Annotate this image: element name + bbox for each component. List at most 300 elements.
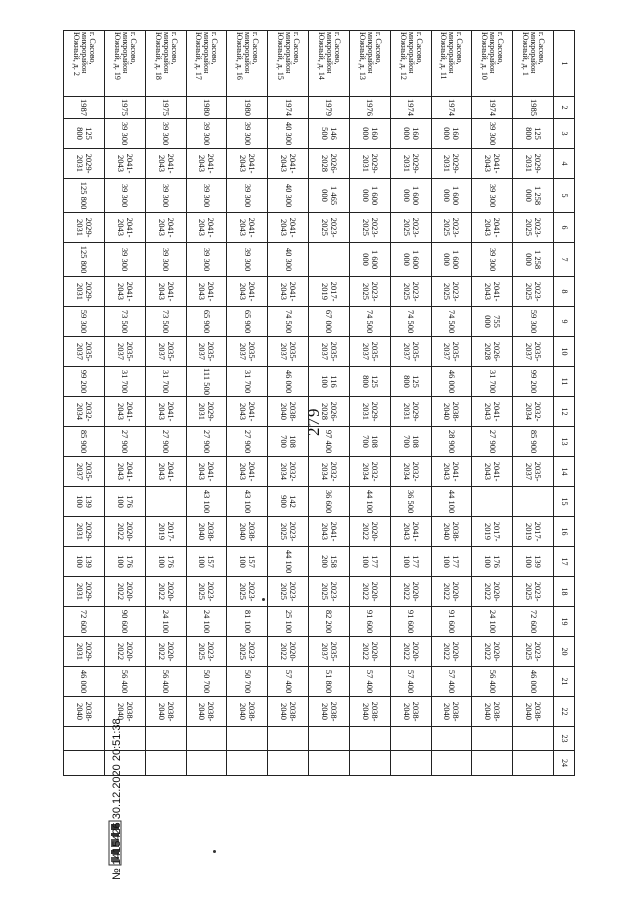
table-row	[309, 31, 350, 776]
table-cell: 74 500	[390, 307, 431, 337]
table-cell: 67 000	[309, 307, 350, 337]
table-cell: 73 500	[104, 307, 145, 337]
table-cell	[268, 727, 309, 751]
table-cell: 39 300	[472, 119, 513, 149]
table-cell: 65 900	[186, 307, 227, 337]
table-cell: 44 100	[431, 487, 472, 517]
table-cell: 2029-2031	[431, 149, 472, 179]
column-header: 16	[554, 517, 575, 547]
table-cell: 2038-2040	[268, 697, 309, 727]
table-cell: 139 100	[64, 547, 105, 577]
table-cell	[309, 727, 350, 751]
table-cell: 2041-2043	[104, 149, 145, 179]
table-cell: 2041-2043	[309, 517, 350, 547]
table-cell: 1 600 000	[349, 179, 390, 213]
column-header: 12	[554, 397, 575, 427]
table-row	[431, 31, 472, 776]
table-cell	[145, 727, 186, 751]
table-cell: 2038-2040	[64, 697, 105, 727]
table-cell: 2041-2043	[268, 277, 309, 307]
table-cell: 177 100	[349, 547, 390, 577]
table-cell: 25 100	[268, 607, 309, 637]
table-cell: 43 100	[186, 487, 227, 517]
table-cell: 125 800	[64, 119, 105, 149]
table-cell: 2032-2034	[64, 397, 105, 427]
table-cell: 2041-2043	[472, 457, 513, 487]
table-body	[64, 31, 554, 776]
table-cell: 2029-2031	[349, 149, 390, 179]
address-cell: г. Сасово, микрорайон Южный, д. 15	[268, 31, 309, 97]
table-row	[186, 31, 227, 776]
table-cell: 2023-2025	[227, 577, 268, 607]
table-cell	[309, 243, 350, 277]
table-cell: 2041-2043	[268, 149, 309, 179]
table-cell: 2038-2040	[104, 697, 145, 727]
column-header: 23	[554, 727, 575, 751]
table-cell: 74 500	[268, 307, 309, 337]
table-cell: 2023-2025	[390, 213, 431, 243]
table-cell: 125 800	[64, 243, 105, 277]
column-header: 20	[554, 637, 575, 667]
table-cell: 2038-2040	[431, 397, 472, 427]
table-cell: 2023-2025	[309, 577, 350, 607]
table-cell: 2023-2025	[349, 213, 390, 243]
table-cell: 39 300	[145, 243, 186, 277]
table-cell: 2023-2025	[513, 213, 554, 243]
table-cell: 85 900	[64, 427, 105, 457]
table-cell: 2029-2031	[64, 149, 105, 179]
table-cell	[513, 487, 554, 517]
table-cell: 1 600 000	[431, 179, 472, 213]
table-cell: 2041-2043	[145, 457, 186, 487]
table-cell: 2023-2025	[268, 517, 309, 547]
table-cell	[472, 751, 513, 776]
table-cell: 2041-2043	[431, 457, 472, 487]
table-row	[227, 31, 268, 776]
table-cell: 2035-2037	[309, 337, 350, 367]
table-cell: 176 100	[145, 547, 186, 577]
column-header: 1	[554, 31, 575, 97]
table-cell: 72 600	[513, 607, 554, 637]
table-cell	[472, 487, 513, 517]
table-cell: 108 700	[390, 427, 431, 457]
table-cell: 2041-2043	[227, 397, 268, 427]
column-header: 11	[554, 367, 575, 397]
table-cell: 755 000	[472, 307, 513, 337]
table-cell: 2041-2043	[472, 277, 513, 307]
table-cell: 1 600 000	[431, 243, 472, 277]
table-cell: 2020-2022	[145, 577, 186, 607]
table-cell: 36 500	[390, 487, 431, 517]
table-cell: 2041-2043	[390, 517, 431, 547]
table-cell: 2041-2043	[104, 213, 145, 243]
table-cell	[227, 751, 268, 776]
table-cell: 2023-2025	[431, 277, 472, 307]
table-cell: 59 300	[513, 307, 554, 337]
table-cell: 176 100	[104, 547, 145, 577]
table-cell: 157 100	[227, 547, 268, 577]
table-cell: 39 300	[472, 179, 513, 213]
table-cell: 46 000	[431, 367, 472, 397]
table-cell: 2020-2022	[145, 637, 186, 667]
table-cell: 56 400	[104, 667, 145, 697]
table-cell	[145, 751, 186, 776]
table-cell: 2020-2022	[390, 577, 431, 607]
table-cell: 27 900	[227, 427, 268, 457]
table-cell: 2020-2022	[104, 517, 145, 547]
table-cell: 2017-2019	[513, 517, 554, 547]
table-cell: 59 300	[64, 307, 105, 337]
table-cell	[472, 727, 513, 751]
table-cell	[349, 727, 390, 751]
table-cell: 2017-2019	[309, 277, 350, 307]
table-cell: 2041-2043	[227, 277, 268, 307]
address-cell: г. Сасово, микрорайон Южный, д. 14	[309, 31, 350, 97]
table-cell: 2032-2034	[268, 457, 309, 487]
table-cell: 46 000	[64, 667, 105, 697]
table-cell: 2023-2025	[309, 213, 350, 243]
table-cell: 57 400	[349, 667, 390, 697]
table-cell: 2023-2025	[227, 637, 268, 667]
table-cell	[513, 727, 554, 751]
table-cell: 2041-2043	[186, 149, 227, 179]
table-cell: 24 100	[145, 607, 186, 637]
table-cell	[431, 727, 472, 751]
table-cell: 2029-2031	[513, 149, 554, 179]
column-header: 21	[554, 667, 575, 697]
table-cell: 72 600	[64, 607, 105, 637]
table-cell: 2038-2040	[390, 697, 431, 727]
table-cell: 2038-2040	[268, 397, 309, 427]
column-header: 10	[554, 337, 575, 367]
table-cell: 2035-2037	[186, 337, 227, 367]
table-cell: 2029-2031	[64, 577, 105, 607]
table-cell: 158 200	[309, 547, 350, 577]
column-header: 17	[554, 547, 575, 577]
table-cell: 2020-2022	[349, 637, 390, 667]
address-cell: г. Сасово, микрорайон Южный, д. 12	[390, 31, 431, 97]
table-row	[472, 31, 513, 776]
table-cell: 31 700	[227, 367, 268, 397]
address-cell: г. Сасово, микрорайон Южный, д. 17	[186, 31, 227, 97]
address-cell: г. Сасово, микрорайон Южный, д. 2	[64, 31, 105, 97]
table-cell: 2029-2031	[64, 277, 105, 307]
column-header: 18	[554, 577, 575, 607]
table-cell: 1976	[349, 97, 390, 119]
table-cell: 2017-2019	[472, 517, 513, 547]
table-cell: 2035-2037	[64, 337, 105, 367]
table-cell: 2038-2040	[309, 697, 350, 727]
table-cell: 2026-2028	[309, 149, 350, 179]
table-cell: 36 600	[309, 487, 350, 517]
table-cell: 2041-2043	[227, 457, 268, 487]
scan-speck	[262, 598, 265, 601]
table-cell: 56 400	[472, 667, 513, 697]
table-cell: 2020-2022	[431, 577, 472, 607]
table-cell: 91 600	[431, 607, 472, 637]
table-cell: 2038-2040	[186, 697, 227, 727]
table-cell	[268, 751, 309, 776]
table-cell: 1 600 000	[390, 179, 431, 213]
table-cell	[390, 751, 431, 776]
table-cell: 2020-2022	[472, 637, 513, 667]
table-cell: 2023-2025	[186, 637, 227, 667]
table-cell: 108 700	[349, 427, 390, 457]
table-cell: 125 800	[64, 179, 105, 213]
table-cell: 2035-2037	[227, 337, 268, 367]
table-cell: 50 700	[186, 667, 227, 697]
column-header: 7	[554, 243, 575, 277]
table-cell: 51 800	[309, 667, 350, 697]
table-cell: 139 100	[513, 547, 554, 577]
table-cell	[390, 727, 431, 751]
table-cell: 2035-2037	[431, 337, 472, 367]
table-cell: 2041-2043	[104, 397, 145, 427]
column-header: 13	[554, 427, 575, 457]
table-cell: 2020-2022	[390, 637, 431, 667]
table-cell: 160 000	[390, 119, 431, 149]
table-cell: 2020-2022	[349, 517, 390, 547]
table-cell: 2041-2043	[104, 457, 145, 487]
table-cell: 160 000	[431, 119, 472, 149]
table-cell: 39 300	[186, 119, 227, 149]
table-cell: 39 300	[104, 243, 145, 277]
table-cell: 1975	[145, 97, 186, 119]
table-cell: 91 600	[349, 607, 390, 637]
table-cell: 2035-2037	[513, 337, 554, 367]
table-cell: 2041-2043	[145, 397, 186, 427]
table-cell: 2035-2037	[513, 457, 554, 487]
table-cell: 2035-2037	[309, 637, 350, 667]
table-cell: 1 600 000	[349, 243, 390, 277]
table-cell: 1987	[64, 97, 105, 119]
table-cell: 91 600	[390, 607, 431, 637]
table-cell: 2020-2022	[104, 577, 145, 607]
address-cell: г. Сасово, микрорайон Южный, д. 13	[349, 31, 390, 97]
table-cell: 160 000	[349, 119, 390, 149]
address-cell: г. Сасово, микрорайон Южный, д. 19	[104, 31, 145, 97]
table-cell: 2026-2028	[309, 397, 350, 427]
table-cell: 2020-2022	[349, 577, 390, 607]
table-header-row	[554, 31, 575, 776]
table-cell: 1974	[431, 97, 472, 119]
table-cell: 39 300	[104, 119, 145, 149]
document-registration-footer: № 1415426 30.12.2020 20:51:38	[111, 718, 123, 880]
address-cell: г. Сасово, микрорайон Южный, д. 11	[431, 31, 472, 97]
table-cell: 2023-2025	[431, 213, 472, 243]
table-cell: 39 300	[145, 119, 186, 149]
table-cell: 74 500	[349, 307, 390, 337]
table-cell: 39 300	[227, 179, 268, 213]
table-cell: 39 300	[227, 243, 268, 277]
rotated-table-container	[63, 30, 575, 767]
table-cell: 2023-2025	[390, 277, 431, 307]
table-cell: 2041-2043	[186, 213, 227, 243]
table-cell: 142 900	[268, 487, 309, 517]
table-cell	[431, 751, 472, 776]
table-cell: 2041-2043	[186, 277, 227, 307]
table-cell: 39 300	[145, 179, 186, 213]
table-cell: 97 400	[309, 427, 350, 457]
table-cell: 2029-2031	[390, 149, 431, 179]
table-cell: 1979	[309, 97, 350, 119]
table-cell: 40 300	[268, 179, 309, 213]
table-cell: 2023-2025	[513, 277, 554, 307]
table-cell: 2035-2037	[268, 337, 309, 367]
table-cell: 57 400	[268, 667, 309, 697]
table-cell	[349, 751, 390, 776]
address-cell: г. Сасово, микрорайон Южный, д. 16	[227, 31, 268, 97]
table-cell: 2020-2022	[431, 637, 472, 667]
table-cell: 176 100	[104, 487, 145, 517]
scan-speck	[213, 850, 216, 853]
table-cell: 2023-2025	[268, 577, 309, 607]
address-cell: г. Сасово, микрорайон Южный, д. 18	[145, 31, 186, 97]
column-header: 24	[554, 751, 575, 776]
table-cell: 74 500	[431, 307, 472, 337]
table-cell: 2035-2037	[349, 337, 390, 367]
table-cell: 2029-2031	[64, 637, 105, 667]
table-cell: 85 900	[513, 427, 554, 457]
table-cell: 1975	[104, 97, 145, 119]
column-header: 8	[554, 277, 575, 307]
table-cell: 2029-2031	[64, 517, 105, 547]
table-row	[349, 31, 390, 776]
table-row	[145, 31, 186, 776]
table-cell: 99 200	[64, 367, 105, 397]
table-cell: 177 100	[390, 547, 431, 577]
table-cell: 2029-2031	[64, 213, 105, 243]
table-cell: 177 100	[431, 547, 472, 577]
column-header: 5	[554, 179, 575, 213]
table-cell	[513, 751, 554, 776]
table-row	[64, 31, 105, 776]
table-cell: 73 500	[145, 307, 186, 337]
table-cell: 2038-2040	[227, 517, 268, 547]
capital-repair-table	[63, 30, 575, 776]
table-cell: 1980	[186, 97, 227, 119]
table-cell: 39 300	[186, 243, 227, 277]
table-cell: 39 300	[227, 119, 268, 149]
table-cell: 2041-2043	[268, 213, 309, 243]
table-cell: 1 258 000	[513, 243, 554, 277]
table-cell: 2020-2022	[472, 577, 513, 607]
table-cell: 2038-2040	[186, 517, 227, 547]
table-cell: 24 100	[472, 607, 513, 637]
address-cell: г. Сасово, микрорайон Южный, д. 10	[472, 31, 513, 97]
table-cell: 125 800	[390, 367, 431, 397]
table-cell	[64, 727, 105, 751]
table-cell: 99 200	[513, 367, 554, 397]
table-cell	[186, 727, 227, 751]
table-cell: 46 000	[268, 367, 309, 397]
table-cell	[309, 751, 350, 776]
table-cell: 108 700	[268, 427, 309, 457]
table-cell: 31 700	[145, 367, 186, 397]
table-cell: 82 200	[309, 607, 350, 637]
table-cell: 27 900	[145, 427, 186, 457]
table-row	[513, 31, 554, 776]
table-cell: 2041-2043	[186, 457, 227, 487]
table-cell: 39 300	[104, 179, 145, 213]
column-header: 2	[554, 97, 575, 119]
table-cell: 125 800	[513, 119, 554, 149]
table-cell	[145, 487, 186, 517]
table-cell: 24 100	[186, 607, 227, 637]
table-cell: 2032-2034	[309, 457, 350, 487]
table-cell: 2032-2034	[390, 457, 431, 487]
table-cell: 43 100	[227, 487, 268, 517]
table-cell: 2038-2040	[349, 697, 390, 727]
table-cell: 31 700	[104, 367, 145, 397]
table-cell: 176 100	[472, 547, 513, 577]
table-cell: 2017-2019	[145, 517, 186, 547]
column-header: 9	[554, 307, 575, 337]
table-cell: 44 100	[349, 487, 390, 517]
table-cell: 44 100	[268, 547, 309, 577]
table-cell: 27 900	[104, 427, 145, 457]
table-cell: 2035-2037	[64, 457, 105, 487]
table-cell: 1 465 000	[309, 179, 350, 213]
table-cell: 57 400	[431, 667, 472, 697]
table-cell: 125 800	[349, 367, 390, 397]
table-cell: 2023-2025	[349, 277, 390, 307]
table-cell: 39 300	[472, 243, 513, 277]
table-cell: 2041-2043	[145, 149, 186, 179]
column-header: 6	[554, 213, 575, 243]
table-cell	[186, 751, 227, 776]
table-cell: 1985	[513, 97, 554, 119]
table-cell: 27 900	[186, 427, 227, 457]
table-cell: 2032-2034	[349, 457, 390, 487]
table-row	[390, 31, 431, 776]
table-cell: 157 100	[186, 547, 227, 577]
table-cell: 2038-2040	[431, 697, 472, 727]
table-row	[268, 31, 309, 776]
column-header: 19	[554, 607, 575, 637]
table-cell: 2035-2037	[145, 337, 186, 367]
table-cell: 1974	[390, 97, 431, 119]
table-cell: 81 100	[227, 607, 268, 637]
table-cell: 2029-2031	[349, 397, 390, 427]
table-cell: 146 500	[309, 119, 350, 149]
table-cell: 111 500	[186, 367, 227, 397]
table-cell: 1974	[268, 97, 309, 119]
table-cell: 2023-2025	[186, 577, 227, 607]
table-cell: 39 300	[186, 179, 227, 213]
table-cell: 2041-2043	[472, 213, 513, 243]
table-cell: 2026-2028	[472, 337, 513, 367]
table-cell: 2029-2031	[186, 397, 227, 427]
table-cell: 2038-2040	[472, 697, 513, 727]
table-cell: 2038-2040	[513, 697, 554, 727]
table-cell: 2038-2040	[145, 697, 186, 727]
table-cell	[227, 727, 268, 751]
table-cell: 2038-2040	[431, 517, 472, 547]
table-cell: 40 300	[268, 119, 309, 149]
table-cell: 2041-2043	[104, 277, 145, 307]
table-cell: 56 400	[145, 667, 186, 697]
table-cell: 28 900	[431, 427, 472, 457]
table-cell: 2041-2043	[472, 149, 513, 179]
table-cell: 2023-2025	[513, 577, 554, 607]
table-cell: 46 000	[513, 667, 554, 697]
page-number: 279	[304, 407, 323, 436]
table-cell: 2035-2037	[104, 337, 145, 367]
table-cell: 27 900	[472, 427, 513, 457]
table-row	[104, 31, 145, 776]
table-cell: 2035-2037	[390, 337, 431, 367]
